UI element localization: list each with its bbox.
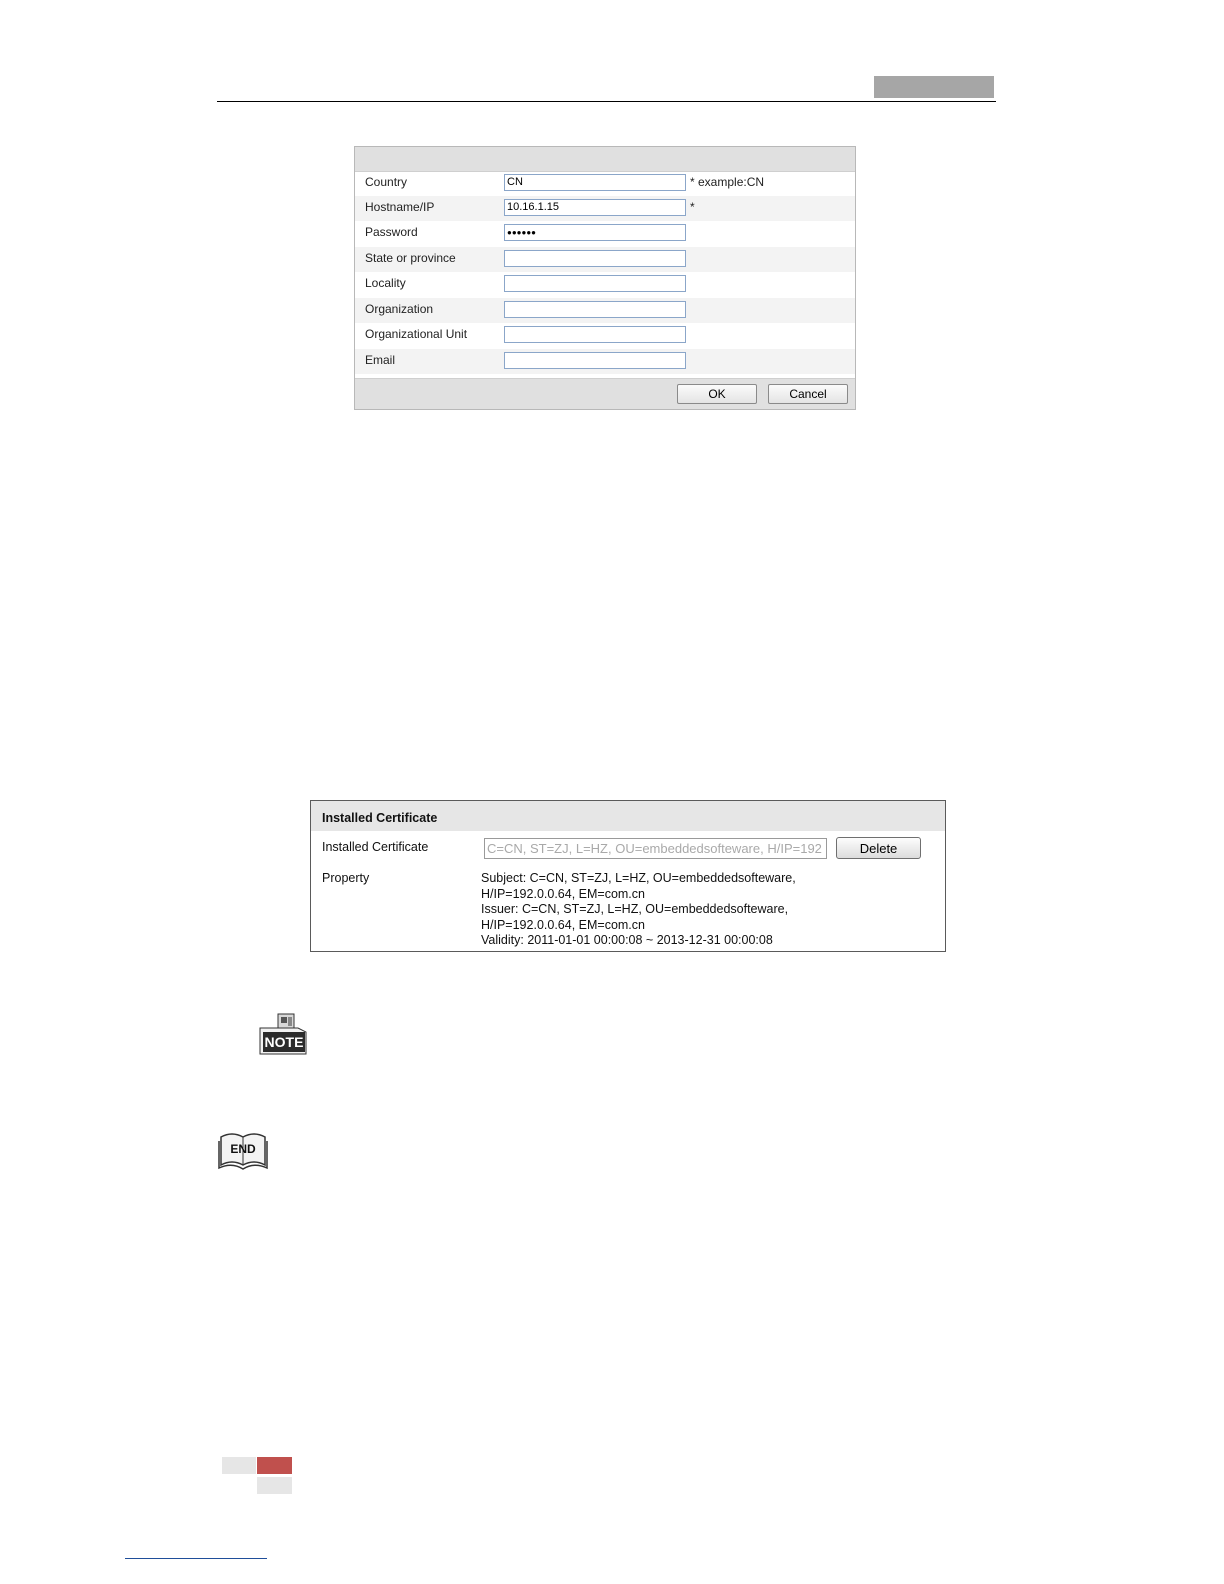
state-input[interactable] (504, 250, 686, 267)
footer-block-gray (222, 1457, 256, 1474)
form-row-locality (355, 272, 855, 297)
form-row-org-unit (355, 323, 855, 348)
cancel-button[interactable]: Cancel (768, 384, 848, 404)
locality-label: Locality (365, 276, 406, 290)
installed-certificate-panel (310, 800, 946, 952)
property-details (481, 871, 796, 949)
organization-input[interactable] (504, 301, 686, 318)
property-label: Property (322, 871, 370, 885)
form-row-state (355, 247, 855, 272)
footer-block-gray-lower (257, 1477, 292, 1494)
header-rule (217, 101, 996, 102)
delete-button[interactable]: Delete (836, 837, 921, 859)
end-icon-text: END (230, 1142, 256, 1156)
form-row-organization (355, 298, 855, 323)
footer-link-underline (125, 1558, 267, 1559)
installed-certificate-label: Installed Certificate (322, 840, 429, 854)
form-row-hostname (355, 196, 855, 221)
create-certificate-dialog (354, 146, 856, 410)
password-input[interactable]: ●●●●●● (504, 224, 686, 241)
hostname-input[interactable]: 10.16.1.15 (504, 199, 686, 216)
country-input[interactable]: CN (504, 174, 686, 191)
panel-title: Installed Certificate (322, 811, 438, 825)
form-row-email (355, 349, 855, 374)
locality-input[interactable] (504, 275, 686, 292)
note-icon-text: NOTE (264, 1034, 304, 1050)
password-label: Password (365, 225, 418, 239)
footer-block-red (257, 1457, 292, 1474)
form-row-country (355, 171, 855, 196)
dialog-header (355, 147, 855, 172)
hostname-label: Hostname/IP (365, 200, 435, 214)
org-unit-label: Organizational Unit (365, 327, 468, 341)
note-icon (258, 1012, 312, 1056)
header-tab (874, 76, 994, 98)
state-label: State or province (365, 251, 456, 265)
org-unit-input[interactable] (504, 326, 686, 343)
email-label: Email (365, 353, 396, 367)
end-icon (218, 1131, 268, 1171)
hostname-required-mark: * (690, 200, 695, 214)
form-row-password (355, 221, 855, 246)
issuer-line: Issuer: C=CN, ST=ZJ, L=HZ, OU=embeddedsofteware, (481, 902, 789, 916)
country-label: Country (365, 175, 408, 189)
panel-header (311, 801, 945, 831)
validity-line: Validity: 2011-01-01 00:00:08 ~ 2013-12-31 00:00:08 (481, 933, 773, 947)
organization-label: Organization (365, 302, 434, 316)
subject-line: Subject: C=CN, ST=ZJ, L=HZ, OU=embeddedsofteware, (481, 871, 796, 885)
subject-line-2: H/IP=192.0.0.64, EM=com.cn (481, 886, 645, 901)
country-hint: * example:CN (690, 175, 765, 189)
ok-button[interactable]: OK (677, 384, 757, 404)
email-input[interactable] (504, 352, 686, 369)
issuer-line-2: H/IP=192.0.0.64, EM=com.cn (481, 917, 645, 932)
installed-certificate-field[interactable]: C=CN, ST=ZJ, L=HZ, OU=embeddedsofteware, H/IP=192 (484, 838, 827, 859)
dialog-footer (355, 378, 855, 409)
